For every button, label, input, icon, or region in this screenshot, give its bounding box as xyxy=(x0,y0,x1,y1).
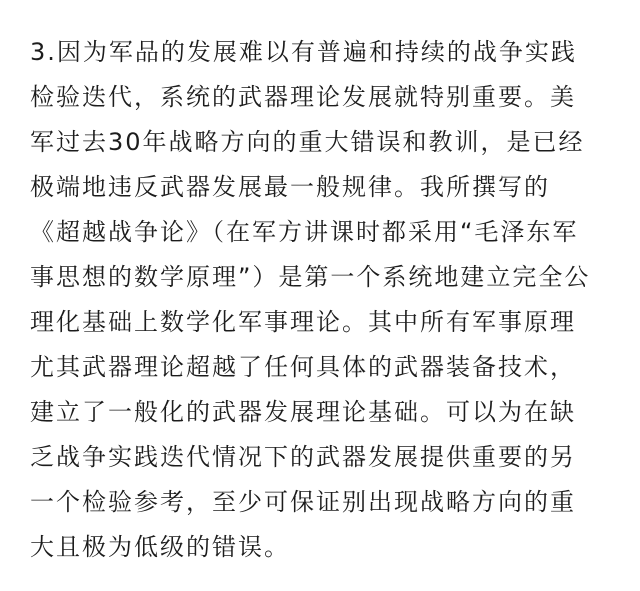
text-line: 理化基础上数学化军事理论。其中所有军事原理 xyxy=(30,308,576,336)
text-line: 乏战争实践迭代情况下的武器发展提供重要的另 xyxy=(30,443,576,471)
text-line: 建立了一般化的武器发展理论基础。可以为在缺 xyxy=(30,398,576,426)
text-line: 尤其武器理论超越了任何具体的武器装备技术， xyxy=(30,353,576,381)
text-line: 一个检验参考，至少可保证别出现战略方向的重 xyxy=(30,488,576,516)
text-line: 3.因为军品的发展难以有普遍和持续的战争实践 xyxy=(30,38,577,66)
text-line: 《超越战争论》（在军方讲课时都采用“毛泽东军 xyxy=(30,218,579,246)
document-body xyxy=(30,30,620,570)
text-line: 极端地违反武器发展最一般规律。我所撰写的 xyxy=(30,173,550,201)
text-line: 大且极为低级的错误。 xyxy=(30,533,290,561)
text-line: 检验迭代，系统的武器理论发展就特别重要。美 xyxy=(30,83,576,111)
text-line: 事思想的数学原理”）是第一个系统地建立完全公 xyxy=(30,263,591,291)
text-line: 军过去30年战略方向的重大错误和教训，是已经 xyxy=(30,128,585,156)
